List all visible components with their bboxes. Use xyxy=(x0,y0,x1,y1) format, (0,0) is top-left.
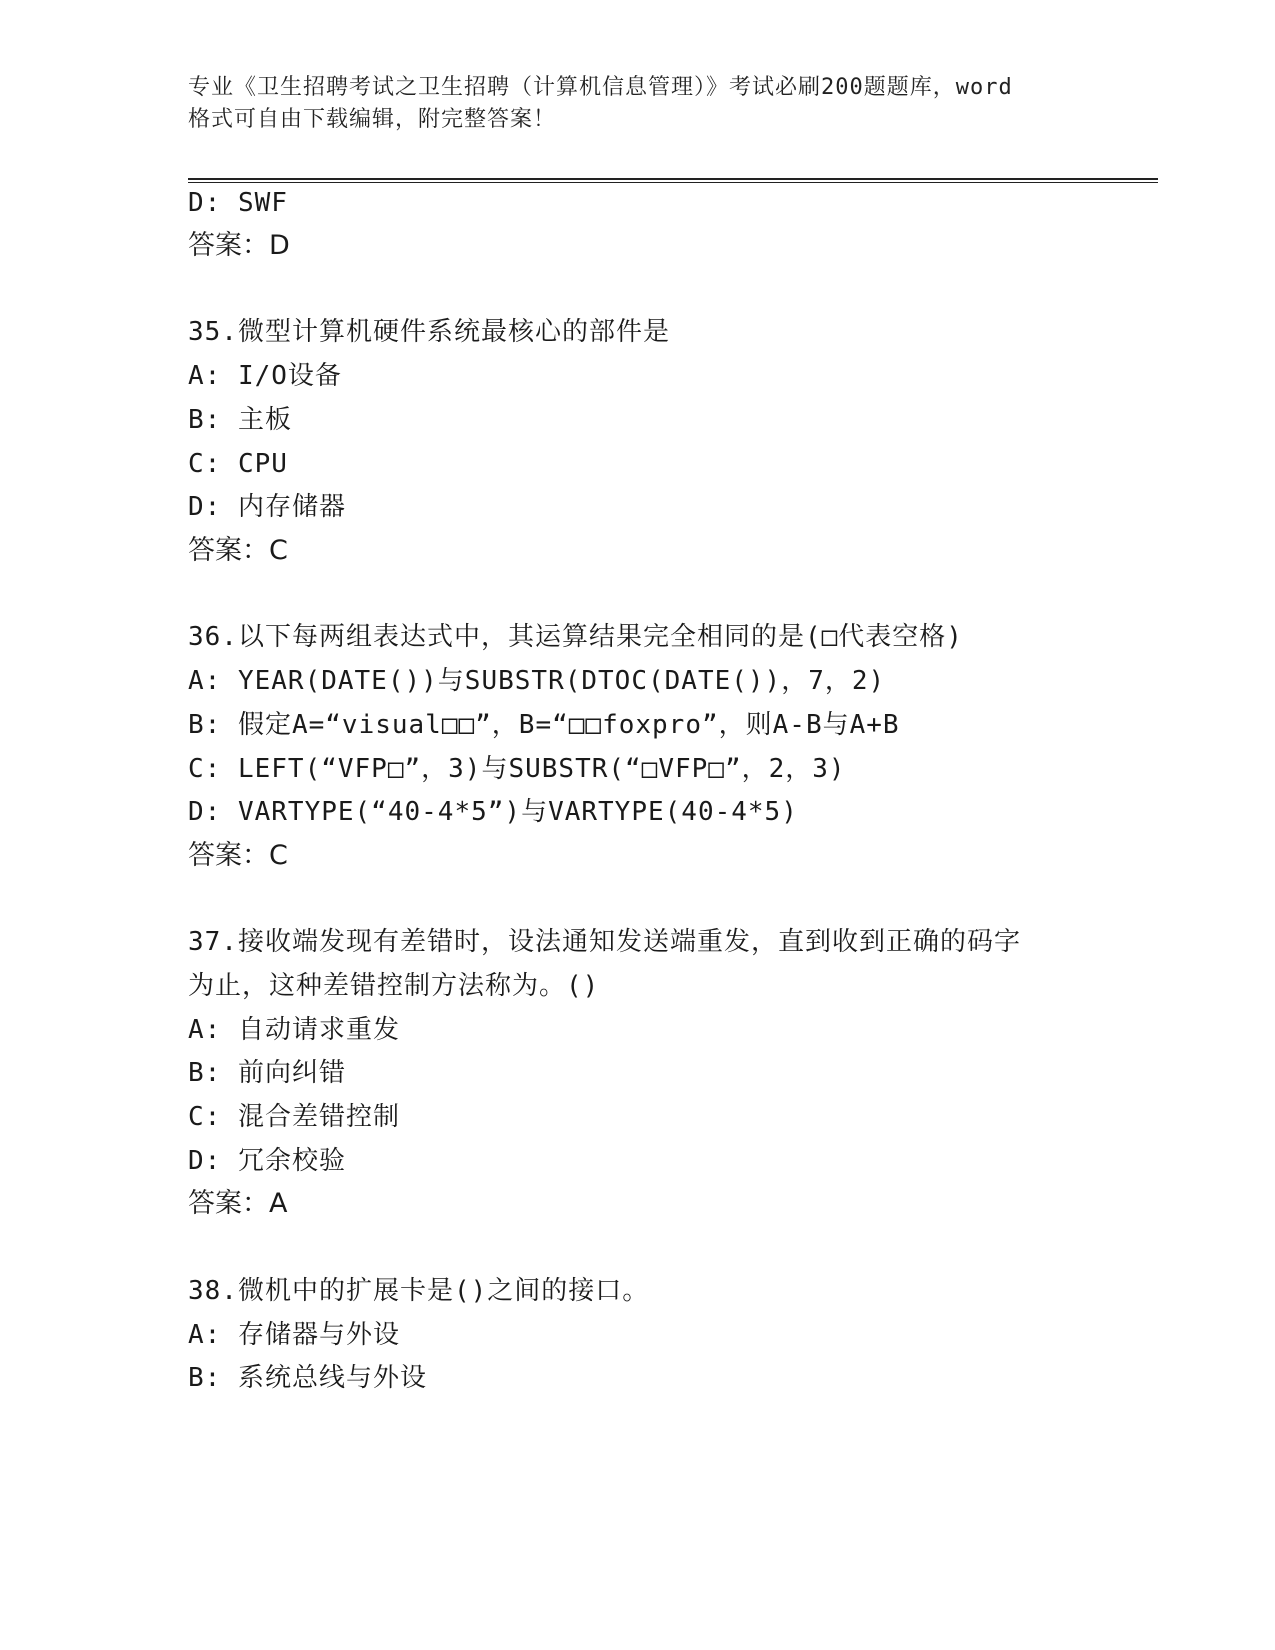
q37-option-a: A: 自动请求重发 xyxy=(188,1015,400,1045)
q36-stem: 36.以下每两组表达式中，其运算结果完全相同的是(□代表空格) xyxy=(188,622,963,652)
header-title-line-2: 格式可自由下载编辑，附完整答案！ xyxy=(188,107,557,132)
q37-answer: 答案：A xyxy=(188,1188,288,1219)
q38-stem: 38.微机中的扩展卡是()之间的接口。 xyxy=(188,1276,650,1306)
q35-answer: 答案：C xyxy=(188,535,288,566)
q37-stem-line-1: 37.接收端发现有差错时，设法通知发送端重发，直到收到正确的码字 xyxy=(188,927,1021,957)
q35-stem: 35.微型计算机硬件系统最核心的部件是 xyxy=(188,317,670,347)
header-rule-thick xyxy=(188,178,1158,180)
q35-option-d: D: 内存储器 xyxy=(188,492,346,522)
q35-option-c: C: CPU xyxy=(188,449,288,479)
q38-option-b: B: 系统总线与外设 xyxy=(188,1363,427,1393)
q35-option-b: B: 主板 xyxy=(188,405,292,435)
document-header xyxy=(188,72,1088,136)
prev-option-d: D: SWF xyxy=(188,188,288,218)
q37-stem-line-2: 为止，这种差错控制方法称为。() xyxy=(188,971,600,1001)
q36-option-d: D: VARTYPE(“40-4*5”)与VARTYPE(40-4*5) xyxy=(188,797,798,827)
header-title-line-1: 专业《卫生招聘考试之卫生招聘（计算机信息管理）》考试必刷200题题库，word xyxy=(188,75,1013,100)
q36-option-c: C: LEFT(“VFP□”，3)与SUBSTR(“□VFP□”，2，3) xyxy=(188,754,846,784)
q37-option-c: C: 混合差错控制 xyxy=(188,1102,400,1132)
prev-answer: 答案：D xyxy=(188,230,290,261)
q37-option-b: B: 前向纠错 xyxy=(188,1058,346,1088)
q36-answer: 答案：C xyxy=(188,840,288,871)
header-rule-thin xyxy=(188,182,1158,183)
q38-option-a: A: 存储器与外设 xyxy=(188,1320,400,1350)
q36-option-b: B: 假定A=“visual□□”，B=“□□foxpro”，则A-B与A+B xyxy=(188,710,900,740)
q36-option-a: A: YEAR(DATE())与SUBSTR(DTOC(DATE())，7，2) xyxy=(188,666,886,696)
q35-option-a: A: I/O设备 xyxy=(188,361,342,391)
q37-option-d: D: 冗余校验 xyxy=(188,1146,346,1176)
